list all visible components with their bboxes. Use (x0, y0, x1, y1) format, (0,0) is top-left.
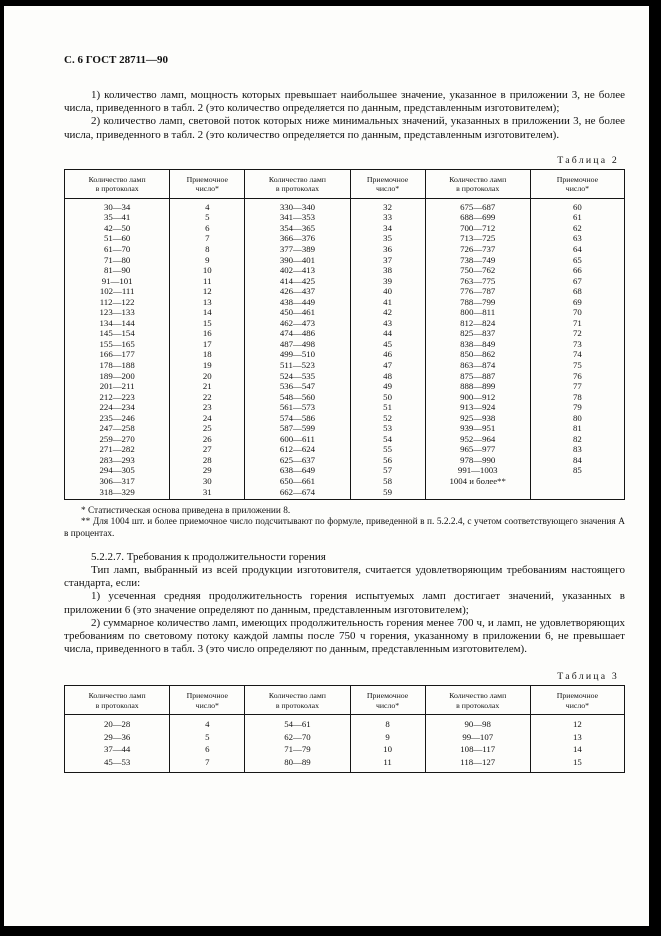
table-cell: 51 (350, 402, 425, 413)
table-cell: 12 (170, 286, 245, 297)
table-2-header (65, 169, 625, 198)
table-cell: 36 (350, 244, 425, 255)
table-cell: 38 (350, 265, 425, 276)
table-cell: 71—80 (103, 254, 131, 265)
table-cell (530, 487, 624, 500)
table-cell: 55 (350, 444, 425, 455)
col-header-line: число* (195, 700, 219, 710)
table-cell: 13 (530, 731, 624, 743)
table-row (65, 371, 625, 382)
col-header-line: Количество ламп (449, 691, 507, 701)
table-cell: 56 (350, 455, 425, 466)
table-cell: 283—293 (99, 454, 135, 465)
col-header-line: Количество ламп (88, 174, 146, 184)
table-cell: 675—687 (425, 198, 530, 212)
table-row (65, 255, 625, 266)
table-cell: 99—107 (425, 731, 530, 743)
col-header-accept-2 (350, 686, 425, 715)
table-cell: 341—353 (245, 212, 350, 223)
intro-paragraph-2: 2) количество ламп, световой поток которых ниже минимальных значений, указанных в приложении 3, не более числа, приведенного в табл. 2 (это количество определяется по данным, представленным изготовителем). (64, 115, 625, 141)
table-cell: 978—990 (425, 455, 530, 466)
table-cell: 438—449 (245, 297, 350, 308)
table-cell: 155—165 (99, 338, 135, 349)
table-cell: 60 (530, 198, 624, 212)
table-cell: 31 (170, 487, 245, 500)
col-header-line: Количество ламп (88, 691, 146, 701)
table-cell (530, 476, 624, 487)
table-cell: 700—712 (425, 223, 530, 234)
table-cell: 24 (170, 413, 245, 424)
col-header-line: число* (375, 700, 400, 710)
col-header-accept-3 (530, 169, 624, 198)
table-cell: 39 (350, 276, 425, 287)
table-cell: 51—60 (103, 233, 131, 244)
table-row (65, 244, 625, 255)
table-cell: 34 (350, 223, 425, 234)
table-cell: 650—661 (245, 476, 350, 487)
document-page (4, 6, 649, 926)
table-row (65, 392, 625, 403)
table-cell: 26 (170, 434, 245, 445)
table2-footnote-2: ** Для 1004 шт. и более приемочное число подсчитывают по формуле, приведенной в п. 5.2.2.4, с учетом соответствующего значения А в процентах. (64, 517, 625, 539)
table-cell: 939—951 (425, 423, 530, 434)
section-paragraph-1: Тип ламп, выбранный из всей продукции изготовителя, считается удовлетворяющим требованиям настоящего стандарта, если: (64, 563, 625, 590)
table-cell: 64 (530, 244, 624, 255)
table-cell: 80—89 (245, 756, 350, 773)
table-cell: 35 (350, 233, 425, 244)
table-cell: 66 (530, 265, 624, 276)
table-cell: 118—127 (425, 756, 530, 773)
table-cell: 14 (530, 743, 624, 755)
table-cell: 46 (350, 349, 425, 360)
table-cell: 63 (530, 233, 624, 244)
table-row (65, 381, 625, 392)
table-cell: 426—437 (245, 286, 350, 297)
table-row (65, 444, 625, 455)
table-cell: 78 (530, 392, 624, 403)
table-cell: 738—749 (425, 255, 530, 266)
table-cell: 58 (350, 476, 425, 487)
table-cell: 952—964 (425, 434, 530, 445)
table-cell: 84 (530, 455, 624, 466)
table-cell: 487—498 (245, 339, 350, 350)
table-cell: 414—425 (245, 276, 350, 287)
col-header-line: в протоколах (95, 700, 139, 710)
table-cell: 366—376 (245, 233, 350, 244)
table-row (65, 476, 625, 487)
col-header-line: Количество ламп (268, 174, 326, 184)
table-cell: 13 (170, 297, 245, 308)
table-cell: 390—401 (245, 255, 350, 266)
col-header-qty-1 (65, 169, 170, 198)
table-cell: 16 (170, 328, 245, 339)
table-cell: 201—211 (99, 381, 135, 392)
table-cell: 52 (350, 413, 425, 424)
table-row (65, 276, 625, 287)
col-header-line: Приемочное (366, 174, 409, 184)
table-cell: 22 (170, 392, 245, 403)
table-cell: 62 (530, 223, 624, 234)
table-cell: 212—223 (99, 391, 135, 402)
table-row (65, 487, 625, 500)
col-header-line: в протоколах (456, 184, 500, 194)
table-cell: 900—912 (425, 392, 530, 403)
table-cell: 27 (170, 444, 245, 455)
table-row (65, 731, 625, 743)
col-header-line: в протоколах (95, 184, 139, 194)
section-paragraph-3: 2) суммарное количество ламп, имеющих продолжительность горения менее 700 ч, и ламп, не удовлетворяющих требованиям по световому потоку каждой лампы после 750 ч горения, указанному в приложении 6, не превышает числа, приведенного в табл. 3 (это число определяют по данным, представленным изготовителем). (64, 616, 625, 656)
table-row (65, 434, 625, 445)
table-row (65, 318, 625, 329)
table-cell: 81 (530, 423, 624, 434)
col-header-qty-3 (425, 169, 530, 198)
col-header-line: в протоколах (275, 700, 319, 710)
table-cell: 62—70 (245, 731, 350, 743)
table-header-row (65, 169, 625, 198)
table-cell: 76 (530, 371, 624, 382)
table-cell: 10 (170, 265, 245, 276)
table-cell: 47 (350, 360, 425, 371)
col-header-accept-3 (530, 686, 624, 715)
table-row (65, 743, 625, 755)
col-header-qty-2 (245, 169, 350, 198)
table-cell: 800—811 (425, 307, 530, 318)
table-cell: 71—79 (245, 743, 350, 755)
table-cell: 7 (170, 233, 245, 244)
table-cell: 776—787 (425, 286, 530, 297)
table-cell: 48 (350, 371, 425, 382)
table-cell: 112—122 (99, 296, 135, 307)
table-cell: 235—246 (99, 412, 135, 423)
table-cell: 7 (170, 756, 245, 773)
table-cell: 67 (530, 276, 624, 287)
table-cell: 638—649 (245, 465, 350, 476)
table-row (65, 349, 625, 360)
table-cell: 688—699 (425, 212, 530, 223)
table-cell: 65 (530, 255, 624, 266)
table-cell: 32 (350, 198, 425, 212)
table-cell: 15 (530, 756, 624, 773)
table2-caption: Таблица 2 (557, 154, 619, 166)
table-cell: 875—887 (425, 371, 530, 382)
table-3 (64, 685, 625, 773)
table-cell: 600—611 (245, 434, 350, 445)
table-cell: 20 (170, 371, 245, 382)
table-cell: 294—305 (99, 465, 135, 476)
table-cell: 25 (170, 423, 245, 434)
table-cell: 50 (350, 392, 425, 403)
table-cell: 838—849 (425, 339, 530, 350)
col-header-line: Приемочное (366, 691, 409, 701)
table-cell: 83 (530, 444, 624, 455)
table-cell: 1004 и более** (425, 476, 530, 487)
table-cell: 726—737 (425, 244, 530, 255)
table-cell: 53 (350, 423, 425, 434)
table-row (65, 198, 625, 212)
table-cell: 75 (530, 360, 624, 371)
table-cell: 91—101 (101, 275, 133, 286)
table-cell: 788—799 (425, 297, 530, 308)
table-row (65, 233, 625, 244)
table-row (65, 339, 625, 350)
table-cell: 37 (350, 255, 425, 266)
col-header-line: в протоколах (275, 184, 319, 194)
table-cell: 20—28 (103, 719, 131, 730)
table-cell: 812—824 (425, 318, 530, 329)
col-header-line: число* (375, 184, 400, 194)
col-header-accept-1 (170, 169, 245, 198)
table-row (65, 402, 625, 413)
table-cell: 888—899 (425, 381, 530, 392)
table-cell: 61—70 (103, 244, 131, 254)
table-cell: 70 (530, 307, 624, 318)
table-cell: 29—36 (103, 731, 131, 742)
col-header-line: Количество ламп (268, 691, 326, 701)
table-cell: 6 (170, 743, 245, 755)
table-cell: 5 (170, 212, 245, 223)
table-cell: 574—586 (245, 413, 350, 424)
table-cell: 54—61 (245, 715, 350, 731)
table-cell: 536—547 (245, 381, 350, 392)
table-cell: 74 (530, 349, 624, 360)
table-cell: 68 (530, 286, 624, 297)
col-header-line: Приемочное (556, 174, 599, 184)
table-cell: 259—270 (99, 433, 135, 444)
table-3-body (65, 715, 625, 773)
table-cell (425, 487, 530, 500)
table-row (65, 715, 625, 731)
table-cell: 189—200 (99, 370, 135, 381)
table-cell: 17 (170, 339, 245, 350)
col-header-qty-2 (245, 686, 350, 715)
table-row (65, 297, 625, 308)
table-cell: 825—837 (425, 328, 530, 339)
table-cell: 33 (350, 212, 425, 223)
col-header-line: число* (195, 184, 219, 194)
table3-caption: Таблица 3 (557, 671, 619, 683)
table-cell: 306—317 (99, 476, 135, 487)
table-cell: 6 (170, 223, 245, 234)
table-cell: 40 (350, 286, 425, 297)
table-cell: 330—340 (245, 198, 350, 212)
table-cell: 462—473 (245, 318, 350, 329)
table-cell: 863—874 (425, 360, 530, 371)
table-row (65, 286, 625, 297)
table-cell: 123—133 (99, 307, 135, 318)
table-cell: 79 (530, 402, 624, 413)
col-header-line: Приемочное (186, 691, 228, 701)
table-cell: 548—560 (245, 392, 350, 403)
table-cell: 561—573 (245, 402, 350, 413)
table-cell: 5 (170, 731, 245, 743)
table-2-body (65, 198, 625, 499)
table-cell: 377—389 (245, 244, 350, 255)
table-cell: 73 (530, 339, 624, 350)
table-cell: 271—282 (99, 444, 135, 455)
table-cell: 12 (530, 715, 624, 731)
table-cell: 474—486 (245, 328, 350, 339)
table-cell: 402—413 (245, 265, 350, 276)
table-cell: 29 (170, 465, 245, 476)
col-header-line: число* (565, 700, 590, 710)
table-cell: 134—144 (99, 317, 135, 328)
table-cell: 587—599 (245, 423, 350, 434)
table-cell: 662—674 (245, 487, 350, 500)
table-cell: 45—53 (103, 756, 131, 767)
table-cell: 166—177 (99, 349, 135, 360)
table-cell: 85 (530, 465, 624, 476)
table-cell: 14 (170, 307, 245, 318)
table-cell: 612—624 (245, 444, 350, 455)
table-cell: 850—862 (425, 349, 530, 360)
table-cell: 11 (350, 756, 425, 773)
table-cell: 9 (350, 731, 425, 743)
table-row (65, 756, 625, 773)
table-cell: 18 (170, 349, 245, 360)
col-header-accept-1 (170, 686, 245, 715)
section-paragraph-2: 1) усеченная средняя продолжительность горения испытуемых ламп достигает значений, указанных в приложении 6 (это значение определяют по данным, представленным изготовителем); (64, 590, 625, 616)
table-cell: 247—258 (99, 423, 135, 434)
table-row (65, 223, 625, 234)
col-header-qty-3 (425, 686, 530, 715)
table-cell: 44 (350, 328, 425, 339)
section-title: 5.2.2.7. Требования к продолжительности горения (91, 550, 326, 563)
table-cell: 45 (350, 339, 425, 350)
table-cell: 8 (170, 244, 245, 255)
table-cell: 15 (170, 318, 245, 329)
table-cell: 30 (170, 476, 245, 487)
table-cell: 37—44 (103, 744, 131, 755)
table-cell: 69 (530, 297, 624, 308)
table-cell: 82 (530, 434, 624, 445)
table-cell: 11 (170, 276, 245, 287)
table-cell: 49 (350, 381, 425, 392)
col-header-qty-1 (65, 686, 170, 715)
table-row (65, 307, 625, 318)
table-header-row (65, 686, 625, 715)
table-cell: 61 (530, 212, 624, 223)
table-cell: 81—90 (103, 265, 131, 276)
table-cell: 28 (170, 455, 245, 466)
table-cell: 511—523 (245, 360, 350, 371)
table-cell: 57 (350, 465, 425, 476)
table-cell: 72 (530, 328, 624, 339)
table-cell: 4 (170, 715, 245, 731)
table-cell: 42 (350, 307, 425, 318)
table-row (65, 360, 625, 371)
table-row (65, 413, 625, 424)
table-cell: 524—535 (245, 371, 350, 382)
col-header-line: Приемочное (186, 174, 228, 184)
table-cell: 42—50 (103, 222, 131, 233)
table-cell: 19 (170, 360, 245, 371)
table-cell: 318—329 (99, 486, 135, 497)
table-cell: 108—117 (425, 743, 530, 755)
table-row (65, 423, 625, 434)
table-row (65, 465, 625, 476)
table-row (65, 212, 625, 223)
table-cell: 10 (350, 743, 425, 755)
table-cell: 23 (170, 402, 245, 413)
intro-paragraph-1: 1) количество ламп, мощность которых превышает наибольшее значение, указанное в приложении 3, не более числа, приведенного в табл. 2 (это количество определяется по данным, представленным изготовителем); (64, 89, 625, 115)
table-cell: 450—461 (245, 307, 350, 318)
table-cell: 354—365 (245, 223, 350, 234)
table-cell: 763—775 (425, 276, 530, 287)
table-cell: 35—41 (103, 212, 131, 223)
table-cell: 41 (350, 297, 425, 308)
table-cell: 71 (530, 318, 624, 329)
col-header-line: Количество ламп (449, 174, 507, 184)
table-cell: 43 (350, 318, 425, 329)
table-cell: 8 (350, 715, 425, 731)
col-header-line: в протоколах (456, 700, 500, 710)
table-cell: 4 (170, 198, 245, 212)
col-header-line: число* (565, 184, 590, 194)
table-cell: 54 (350, 434, 425, 445)
table2-footnote-1: * Статистическая основа приведена в приложении 8. (81, 506, 291, 517)
table-cell: 77 (530, 381, 624, 392)
table-cell: 59 (350, 487, 425, 500)
table-cell: 145—154 (99, 328, 135, 339)
page-header: С. 6 ГОСТ 28711—90 (64, 54, 169, 66)
table-cell: 102—111 (99, 286, 135, 297)
table-3-header (65, 686, 625, 715)
table-2 (64, 169, 625, 500)
table-cell: 499—510 (245, 349, 350, 360)
table-cell: 224—234 (99, 402, 135, 413)
table-cell: 750—762 (425, 265, 530, 276)
table-cell: 965—977 (425, 444, 530, 455)
table-cell: 713—725 (425, 233, 530, 244)
table-row (65, 328, 625, 339)
table-cell: 625—637 (245, 455, 350, 466)
table-cell: 178—188 (99, 360, 135, 371)
table-row (65, 455, 625, 466)
table-row (65, 265, 625, 276)
col-header-line: Приемочное (556, 691, 599, 701)
table-cell: 21 (170, 381, 245, 392)
table-cell: 925—938 (425, 413, 530, 424)
table-cell: 991—1003 (425, 465, 530, 476)
table-cell: 913—924 (425, 402, 530, 413)
table-cell: 90—98 (425, 715, 530, 731)
table-cell: 80 (530, 413, 624, 424)
table-cell: 30—34 (103, 201, 131, 212)
col-header-accept-2 (350, 169, 425, 198)
table-cell: 9 (170, 255, 245, 266)
